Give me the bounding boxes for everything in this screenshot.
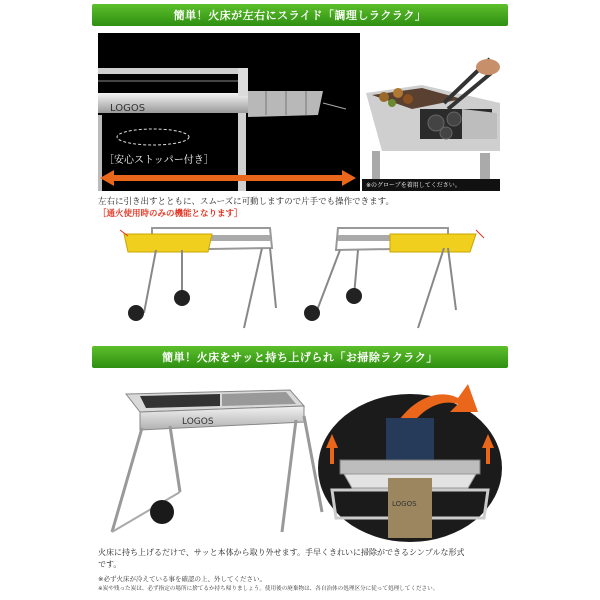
footnote-1: ※必ず火床が冷えている事を確認の上、外してください。 — [98, 575, 266, 583]
lift-caption-line2: です。 — [98, 560, 122, 569]
slide-grill-photo — [98, 33, 360, 191]
grill-logo-3: LOGOS — [392, 500, 417, 508]
cooking-photo — [362, 33, 500, 191]
grill-logo: LOGOS — [110, 103, 146, 114]
slide-warning: ［通火使用時のみの機能となります］ — [98, 209, 243, 219]
slide-caption: 左右に引き出すとともに、スムーズに可動しますので片手でも操作できます。 — [98, 197, 394, 207]
stopper-label: ［安心ストッパー付き］ — [104, 155, 214, 166]
section1-banner: 簡単！火床が左右にスライド「調理しラクラク」 — [92, 4, 508, 26]
lift-firebed-photo — [318, 378, 502, 542]
grill-tray-left-illustration — [112, 218, 287, 338]
grill-logo-2: LOGOS — [182, 417, 214, 427]
lift-caption-line1: 火床に持ち上げるだけで、サッと本体から取り外せます。手早くきれいに掃除ができるシンプルな形式 — [98, 548, 465, 557]
grill-full-illustration — [100, 372, 330, 542]
footnote-2: ※炭や残った炭は、必ず指定の場所に捨てるか持ち帰りましょう。使用後の廃棄物は、各自治体の処理区分に従って処理してください。 — [98, 586, 439, 592]
section2-banner: 簡単！火床をサッと持ち上げられ「お掃除ラクラク」 — [92, 346, 508, 368]
grill-tray-right-illustration — [298, 218, 488, 338]
photo-note: ※のグローブを着用してください。 — [366, 182, 461, 189]
